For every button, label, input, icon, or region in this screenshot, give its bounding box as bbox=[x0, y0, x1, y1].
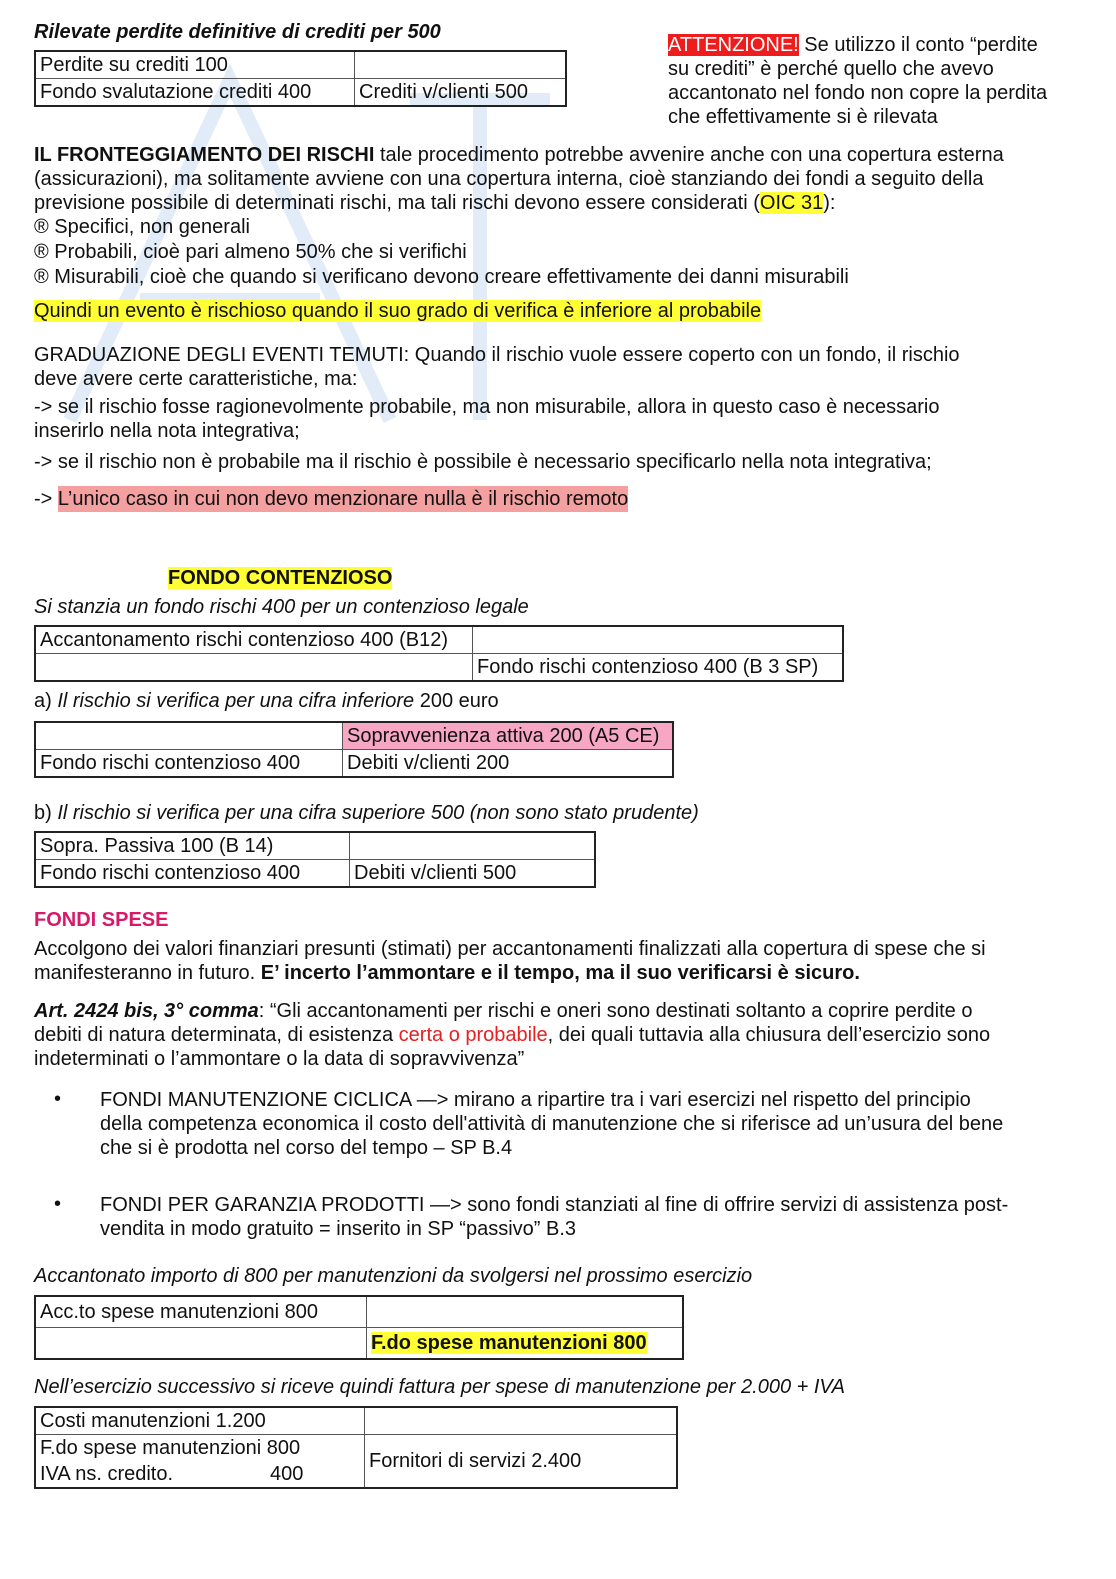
text-line: deve avere certe caratteristiche, ma: bbox=[34, 368, 358, 390]
table-cell bbox=[35, 1435, 365, 1489]
text-line: previsione possibile di determinati rischi, ma tali rischi devono essere considerati ( bbox=[34, 192, 760, 214]
attention-note bbox=[668, 33, 1047, 129]
case-a bbox=[34, 689, 499, 713]
table-cell bbox=[35, 1328, 367, 1360]
table-cell: Fondo rischi contenzioso 400 (B 3 SP) bbox=[473, 654, 844, 682]
text-line: FONDI PER GARANZIA PRODOTTI —> sono fondi stanziati al fine di offrire servizi di assistenza post- bbox=[100, 1194, 1009, 1216]
attention-text: su crediti” è perché quello che avevo bbox=[668, 58, 994, 80]
text-line: della competenza economica il costo dell'attività di manutenzione che si riferisce ad un’usura del bene bbox=[100, 1113, 1004, 1135]
bullet-icon: • bbox=[54, 1088, 62, 1110]
article-red-text: certa o probabile bbox=[398, 1024, 548, 1046]
journal-table-perdite bbox=[34, 50, 567, 107]
table-cell: Accantonamento rischi contenzioso 400 (B12) bbox=[35, 626, 473, 654]
table-cell: Fondo svalutazione crediti 400 bbox=[35, 79, 355, 107]
table-cell bbox=[350, 832, 596, 860]
table-cell: Fornitori di servizi 2.400 bbox=[365, 1435, 678, 1489]
table-cell bbox=[35, 722, 343, 750]
table-cell bbox=[367, 1296, 684, 1328]
text-line: tale procedimento potrebbe avvenire anche con una copertura esterna bbox=[374, 144, 1004, 166]
text-line: vendita in modo gratuito = inserito in SP “passivo” B.3 bbox=[100, 1218, 576, 1240]
journal-table-case-a bbox=[34, 721, 674, 778]
contenzioso-heading: FONDO CONTENZIOSO bbox=[168, 567, 393, 589]
bullet-icon: • bbox=[54, 1193, 62, 1215]
section-title-perdite: Rilevate perdite definitive di crediti per 500 bbox=[34, 21, 441, 43]
text-line: F.do spese manutenzioni 800 bbox=[40, 1437, 301, 1459]
attention-label: ATTENZIONE! bbox=[668, 34, 799, 56]
accantonato-title: Accantonato importo di 800 per manutenzioni da svolgersi nel prossimo esercizio bbox=[34, 1265, 753, 1287]
table-cell-sopravvenienza: Sopravvenienza attiva 200 (A5 CE) bbox=[343, 722, 674, 750]
arrow-item bbox=[34, 484, 628, 514]
table-cell bbox=[365, 1407, 678, 1435]
case-b bbox=[34, 801, 699, 825]
table-cell: Costi manutenzioni 1.200 bbox=[35, 1407, 365, 1435]
text-line: Il rischio si verifica per una cifra superiore 500 (non sono stato prudente) bbox=[57, 802, 699, 824]
attention-text: Se utilizzo il conto “perdite bbox=[798, 34, 1038, 56]
attention-text: che effettivamente si è rilevata bbox=[668, 106, 938, 128]
journal-table-accantonamento bbox=[34, 1295, 684, 1360]
fondi-spese-heading: FONDI SPESE bbox=[34, 909, 169, 931]
table-cell bbox=[473, 626, 844, 654]
text-line: a) bbox=[34, 690, 58, 712]
table-cell: Acc.to spese manutenzioni 800 bbox=[35, 1296, 367, 1328]
table-cell: Sopra. Passiva 100 (B 14) bbox=[35, 832, 350, 860]
bullet-item-manutenzione bbox=[100, 1088, 1003, 1160]
table-cell: Debiti v/clienti 500 bbox=[350, 860, 596, 888]
text-line: debiti di natura determinata, di esistenza bbox=[34, 1024, 399, 1046]
list-item: ® Specifici, non generali bbox=[34, 216, 250, 238]
text-line: IVA ns. credito. bbox=[40, 1463, 174, 1485]
text-line: (assicurazioni), ma solitamente avviene con una copertura interna, cioè stanziando dei fondi a seguito della bbox=[34, 168, 984, 190]
fondi-spese-paragraph bbox=[34, 937, 986, 985]
text-line: FONDI MANUTENZIONE CICLICA —> mirano a ripartire tra i vari esercizi nel rispetto del principio bbox=[100, 1089, 971, 1111]
table-cell: Debiti v/clienti 200 bbox=[343, 750, 674, 778]
remote-risk-highlight: L’unico caso in cui non devo menzionare nulla è il rischio remoto bbox=[57, 488, 629, 510]
fondo-manutenzioni-highlight: F.do spese manutenzioni 800 bbox=[371, 1331, 647, 1354]
graduazione-paragraph bbox=[34, 343, 960, 391]
text-line: E’ incerto l’ammontare e il tempo, ma il suo verificarsi è sicuro. bbox=[260, 962, 860, 984]
table-cell: Fondo rischi contenzioso 400 bbox=[35, 750, 343, 778]
text-line: manifesteranno in futuro. bbox=[34, 962, 261, 984]
highlight-statement: Quindi un evento è rischioso quando il suo grado di verifica è inferiore al probabile bbox=[34, 300, 762, 322]
article-label: Art. 2424 bis, 3° comma bbox=[34, 1000, 259, 1022]
article-paragraph bbox=[34, 999, 990, 1071]
table-cell: Crediti v/clienti 500 bbox=[355, 79, 567, 107]
table-cell bbox=[355, 51, 567, 79]
attention-text: accantonato nel fondo non copre la perdita bbox=[668, 82, 1048, 104]
text-line: GRADUAZIONE DEGLI EVENTI TEMUTI: Quando il rischio vuole essere coperto con un fondo, il rischio bbox=[34, 344, 960, 366]
table-cell: Fondo rischi contenzioso 400 bbox=[35, 860, 350, 888]
list-item: ® Probabili, cioè pari almeno 50% che si verifichi bbox=[34, 241, 467, 263]
oic-highlight: OIC 31 bbox=[759, 192, 824, 214]
text-line: Il rischio si verifica per una cifra inferiore bbox=[57, 690, 415, 712]
journal-table-fattura bbox=[34, 1406, 678, 1489]
list-item: ® Misurabili, cioè che quando si verificano devono creare effettivamente dei danni misurabili bbox=[34, 266, 849, 288]
table-cell bbox=[367, 1328, 684, 1360]
text-line: ): bbox=[823, 192, 836, 214]
text-line: b) bbox=[34, 802, 58, 824]
contenzioso-subtitle: Si stanzia un fondo rischi 400 per un contenzioso legale bbox=[34, 596, 529, 618]
bullet-item-garanzia bbox=[100, 1193, 1008, 1241]
table-cell: Perdite su crediti 100 bbox=[35, 51, 355, 79]
text-line: 400 bbox=[270, 1463, 304, 1485]
text-line: indeterminati o l’ammontare o la data di sopravvivenza” bbox=[34, 1048, 525, 1070]
text-line: 200 euro bbox=[414, 690, 499, 712]
text-line: , dei quali tuttavia alla chiusura dell’esercizio sono bbox=[547, 1024, 991, 1046]
esercizio-successivo-title: Nell’esercizio successivo si riceve quindi fattura per spese di manutenzione per 2.000 + IVA bbox=[34, 1376, 845, 1398]
rischi-paragraph bbox=[34, 143, 1004, 215]
journal-table-contenzioso bbox=[34, 625, 844, 682]
text-line: Accolgono dei valori finanziari presunti (stimati) per accantonamenti finalizzati alla copertura di spese che si bbox=[34, 938, 986, 960]
arrow-item bbox=[34, 395, 939, 443]
rischi-heading: IL FRONTEGGIAMENTO DEI RISCHI bbox=[34, 144, 375, 166]
arrow-item: -> se il rischio non è probabile ma il rischio è possibile è necessario specificarlo nella nota integrativa; bbox=[34, 451, 932, 473]
text-line: che si è prodotta nel corso del tempo – SP B.4 bbox=[100, 1137, 513, 1159]
journal-table-case-b bbox=[34, 831, 596, 888]
text-line: : “Gli accantonamenti per rischi e oneri sono destinati soltanto a coprire perdite o bbox=[258, 1000, 973, 1022]
table-cell bbox=[35, 654, 473, 682]
text-line: -> se il rischio fosse ragionevolmente probabile, ma non misurabile, allora in questo caso è necessario bbox=[34, 396, 940, 418]
text-line: inserirlo nella nota integrativa; bbox=[34, 420, 300, 442]
arrow-prefix: -> bbox=[34, 488, 58, 510]
